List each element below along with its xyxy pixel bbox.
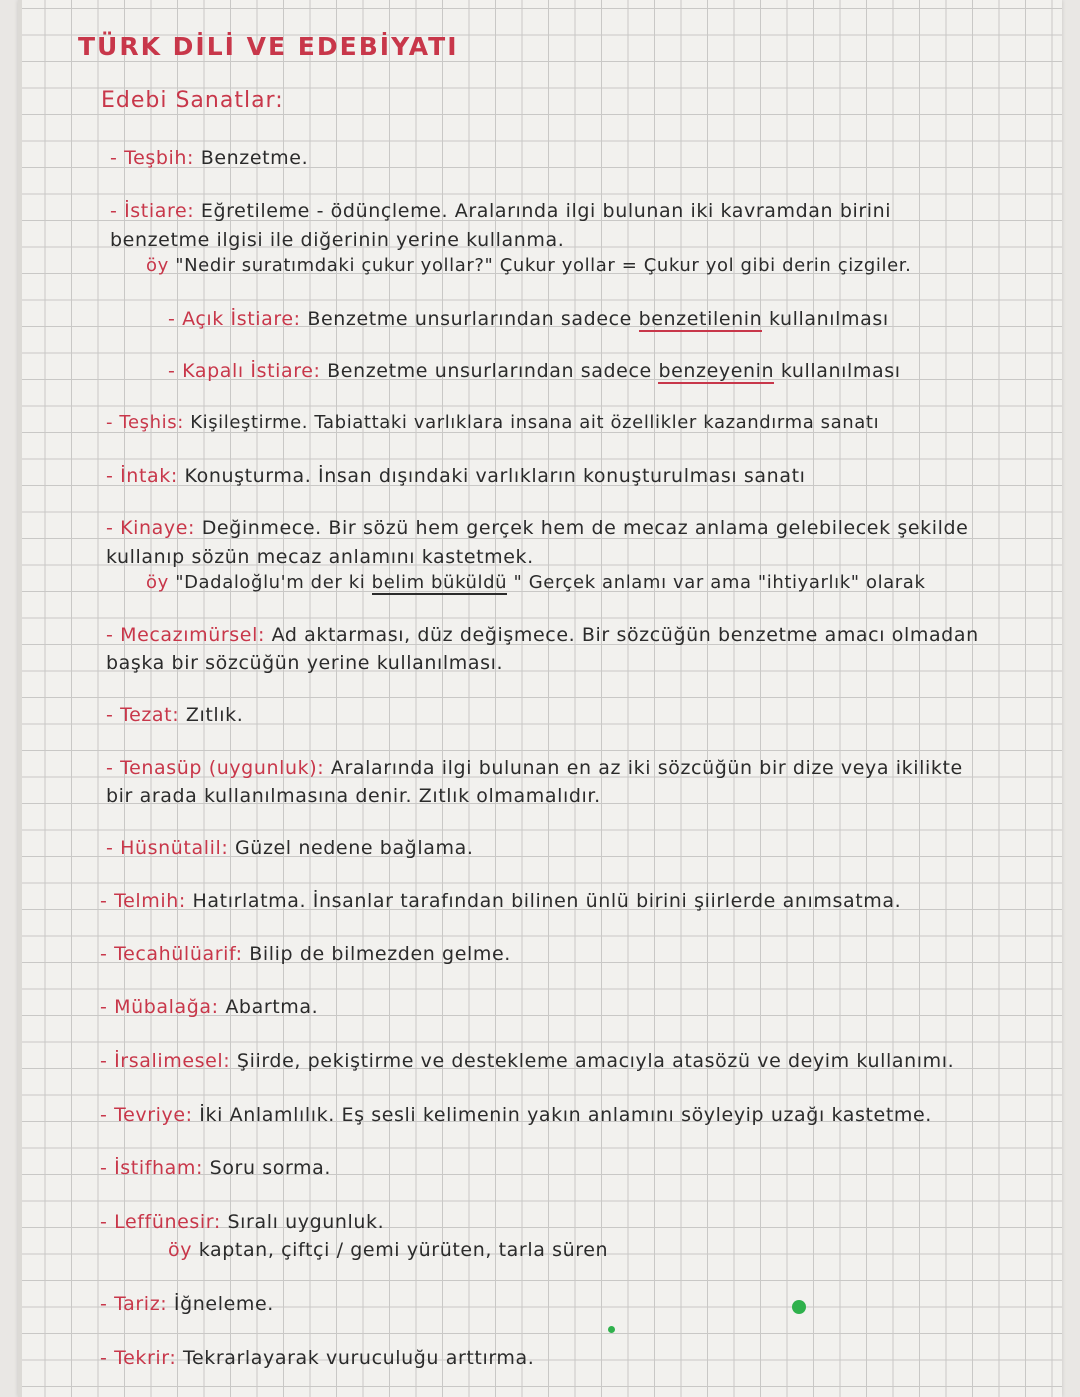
entry-mecazimursel-line2: başka bir sözcüğün yerine kullanılması.: [106, 652, 504, 674]
underlined-word: benzetilenin: [638, 308, 763, 330]
definition: Benzetme unsurlarından sadece: [307, 308, 632, 330]
notebook-page: [18, 0, 1062, 1397]
definition: Benzetme.: [200, 147, 309, 169]
green-ink-dot: [792, 1300, 806, 1314]
example-text: "Nedir suratımdaki çukur yollar?" Çukur yollar = Çukur yol gibi derin çizgiler.: [175, 255, 912, 276]
entry-tezat: [106, 703, 243, 727]
entry-intak: [106, 464, 806, 488]
term: - Telmih:: [100, 890, 186, 912]
term: - Tenasüp (uygunluk):: [106, 757, 325, 779]
definition: Aralarında ilgi bulunan en az iki sözcüğün bir dize veya ikilikte: [330, 757, 963, 779]
entry-istiare-example: [146, 254, 911, 278]
definition: Sıralı uygunluk.: [227, 1211, 385, 1233]
definition: İki Anlamlılık. Eş sesli kelimenin yakın anlamını söyleyip uzağı kastetme.: [199, 1104, 932, 1126]
entry-kinaye-line2: kullanıp sözün mecaz anlamını kastetmek.: [106, 546, 534, 568]
term: - Tariz:: [100, 1293, 168, 1315]
term: - İrsalimesel:: [100, 1050, 231, 1072]
definition: Bilip de bilmezden gelme.: [249, 943, 511, 965]
entry-tekrir: [100, 1346, 534, 1370]
definition: Benzetme unsurlarından sadece: [327, 360, 652, 382]
entry-leffunesir: [100, 1210, 384, 1234]
entry-tecahuluarif: [100, 942, 511, 966]
definition: Ad aktarması, düz değişmece. Bir sözcüğün benzetme amacı olmadan: [271, 624, 979, 646]
definition: Konuşturma. İnsan dışındaki varlıkların konuşturulması sanatı: [184, 465, 806, 487]
entry-kinaye-example: [146, 571, 925, 595]
page-edge: [18, 0, 22, 1397]
term: - Tevriye:: [100, 1104, 193, 1126]
definition-end: kullanılması: [780, 360, 901, 382]
term: - Teşbih:: [110, 147, 195, 169]
term: - Mecazımürsel:: [106, 624, 265, 646]
definition-end: kullanılması: [768, 308, 889, 330]
definition: Eğretileme - ödünçleme. Aralarında ilgi bulunan iki kavramdan birini: [200, 200, 892, 222]
example-mark: öy: [146, 572, 169, 593]
entry-acik-istiare: [168, 307, 889, 331]
green-ink-dot-small: [608, 1326, 615, 1333]
definition: Tekrarlayarak vuruculuğu arttırma.: [182, 1347, 535, 1369]
example-text: kaptan, çiftçi / gemi yürüten, tarla süren: [198, 1239, 609, 1261]
example-text: "Dadaloğlu'm der ki: [175, 572, 366, 593]
entry-tevriye: [100, 1103, 932, 1127]
definition: Kişileştirme. Tabiattaki varlıklara insana ait özellikler kazandırma sanatı: [190, 412, 880, 433]
term: - Tecahülüarif:: [100, 943, 243, 965]
term: - Tezat:: [106, 704, 180, 726]
entry-tesbih: [110, 146, 308, 170]
definition: Soru sorma.: [209, 1157, 332, 1179]
entry-mubalaga: [100, 995, 318, 1019]
entry-telmih: [100, 889, 901, 913]
term: - Kinaye:: [106, 517, 196, 539]
entry-istiare-line2: benzetme ilgisi ile diğerinin yerine kullanma.: [110, 229, 565, 251]
definition: Değinmece. Bir sözü hem gerçek hem de mecaz anlama gelebilecek şekilde: [201, 517, 969, 539]
page-title: TÜRK DİLİ VE EDEBİYATI: [78, 32, 459, 61]
definition: Abartma.: [225, 996, 319, 1018]
term: - İstiare:: [110, 200, 195, 222]
term: - İstifham:: [100, 1157, 204, 1179]
underlined-phrase: belim büküldü: [371, 572, 508, 593]
term: - Kapalı İstiare:: [168, 360, 321, 382]
term: - Hüsnütalil:: [106, 837, 229, 859]
term: - Açık İstiare:: [168, 308, 301, 330]
entry-kapali-istiare: [168, 359, 901, 383]
definition: Zıtlık.: [185, 704, 244, 726]
entry-tenasup: [106, 756, 963, 780]
entry-istifham: [100, 1156, 331, 1180]
entry-tariz: [100, 1292, 274, 1316]
definition: Şiirde, pekiştirme ve destekleme amacıyla atasözü ve deyim kullanımı.: [236, 1050, 955, 1072]
entry-mecazimursel: [106, 623, 979, 647]
example-mark: öy: [168, 1239, 193, 1261]
term: - Teşhis:: [106, 412, 184, 433]
entry-irsalimesel: [100, 1049, 954, 1073]
term: - İntak:: [106, 465, 178, 487]
example-text-end: " Gerçek anlamı var ama "ihtiyarlık" olarak: [513, 572, 926, 593]
entry-istiare: [110, 199, 891, 223]
definition: Güzel nedene bağlama.: [234, 837, 474, 859]
entry-tenasup-line2: bir arada kullanılmasına denir. Zıtlık olmamalıdır.: [106, 785, 601, 807]
term: - Mübalağa:: [100, 996, 219, 1018]
definition: Hatırlatma. İnsanlar tarafından bilinen ünlü birini şiirlerde anımsatma.: [192, 890, 902, 912]
term: - Tekrir:: [100, 1347, 177, 1369]
section-heading: Edebi Sanatlar:: [101, 88, 284, 113]
entry-kinaye: [106, 516, 968, 540]
definition: İğneleme.: [173, 1293, 274, 1315]
term: - Leffünesir:: [100, 1211, 221, 1233]
entry-teshis: [106, 411, 879, 435]
entry-husnutalil: [106, 836, 473, 860]
example-mark: öy: [146, 255, 169, 276]
entry-leffunesir-example: [168, 1238, 608, 1262]
underlined-word: benzeyenin: [658, 360, 775, 382]
